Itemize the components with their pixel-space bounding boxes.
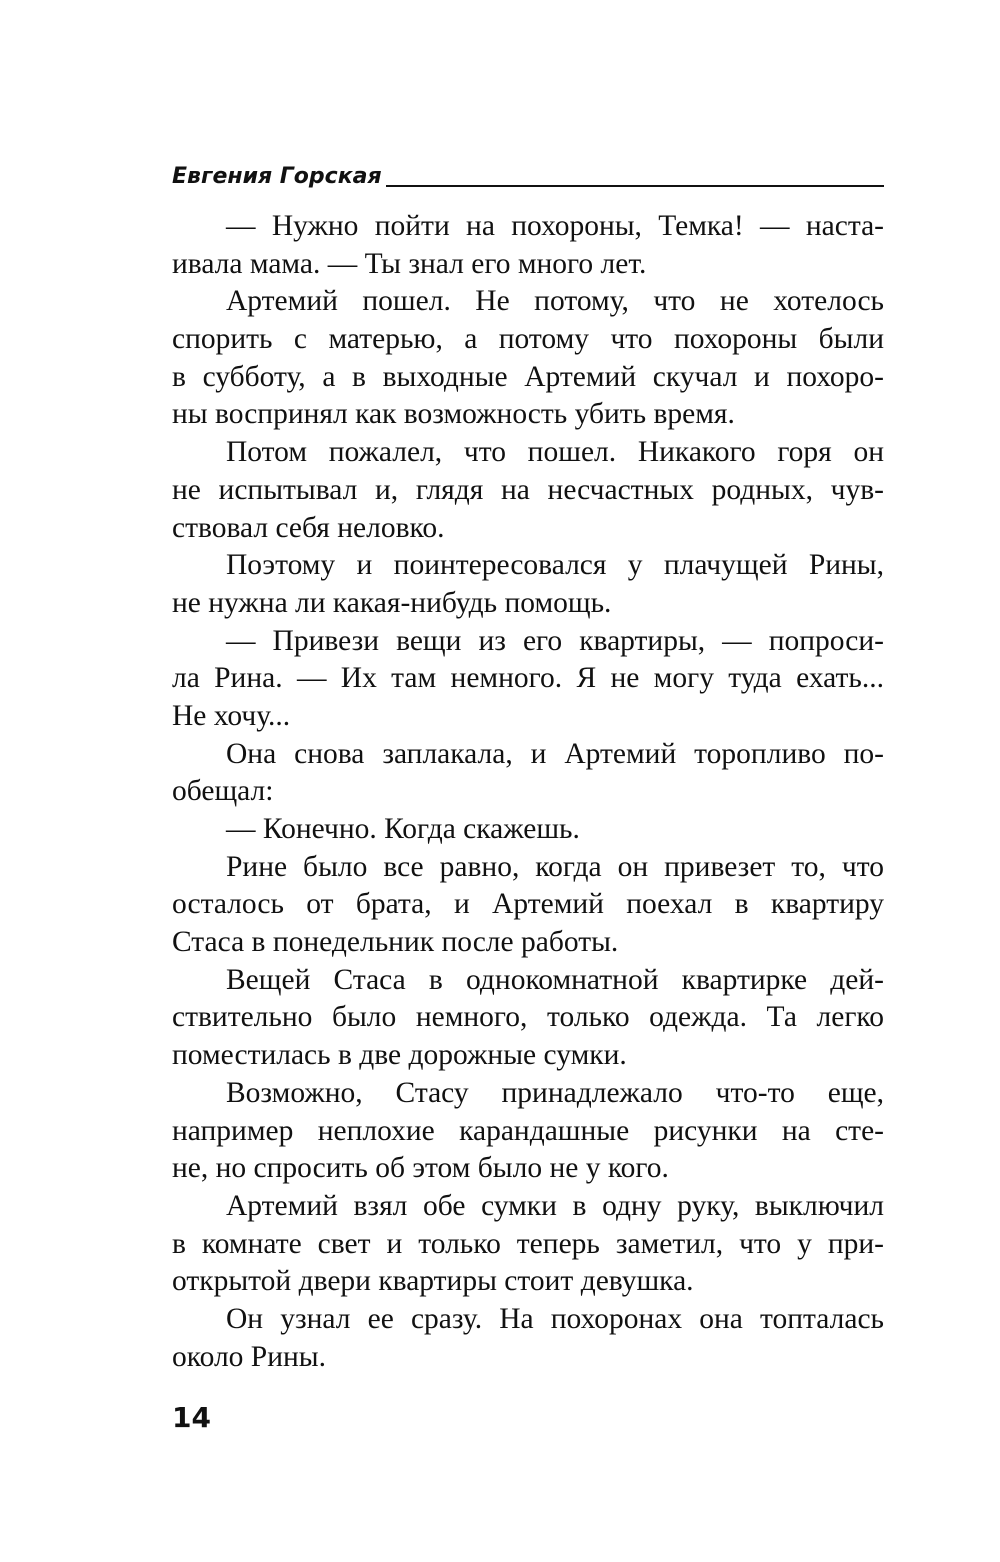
text-line: Он узнал ее сразу. На похоронах она топталась — [226, 1302, 884, 1335]
text-line: в комнате свет и только теперь заметил, что у при- — [172, 1227, 884, 1260]
author-name: Евгения Горская — [172, 164, 382, 189]
text-line: ствовал себя неловко. — [172, 511, 445, 544]
text-line: Стаса в понедельник после работы. — [172, 926, 619, 959]
text-line: открытой двери квартиры стоит девушка. — [172, 1265, 694, 1298]
text-line: — Привези вещи из его квартиры, — попроси- — [226, 624, 884, 657]
text-line: ивала мама. — Ты знал его много лет. — [172, 247, 647, 280]
page-number: 14 — [172, 1401, 211, 1434]
text-line: ла Рина. — Их там немного. Я не могу туда ехать... — [172, 662, 884, 695]
text-line: поместилась в две дорожные сумки. — [172, 1039, 627, 1072]
text-line: не испытывал и, глядя на несчастных родных, чув- — [172, 473, 884, 506]
text-line: в субботу, а в выходные Артемий скучал и похоро- — [172, 360, 884, 393]
text-line: Потом пожалел, что пошел. Никакого горя он — [226, 436, 884, 469]
text-line: осталось от брата, и Артемий поехал в квартиру — [172, 888, 884, 921]
text-line: — Конечно. Когда скажешь. — [226, 813, 580, 845]
text-line: например неплохие карандашные рисунки на сте- — [172, 1114, 884, 1147]
text-line: Артемий взял обе сумки в одну руку, выключил — [226, 1189, 884, 1222]
text-line: Она снова заплакала, и Артемий торопливо по- — [226, 737, 884, 770]
running-head — [172, 156, 884, 190]
text-line: не, но спросить об этом было не у кого. — [172, 1152, 669, 1185]
text-line: около Рины. — [172, 1340, 326, 1373]
text-line: Не хочу... — [172, 699, 291, 732]
text-line: Поэтому и поинтересовался у плачущей Рины, — [226, 549, 884, 582]
text-line: ствительно было немного, только одежда. Та легко — [172, 1001, 884, 1034]
text-line: Рине было все равно, когда он привезет то, что — [226, 850, 884, 883]
text-line: ны воспринял как возможность убить время. — [172, 398, 735, 431]
text-line: обещал: — [172, 775, 274, 808]
text-line: — Нужно пойти на похороны, Темка! — наста- — [226, 210, 884, 242]
text-line: Артемий пошел. Не потому, что не хотелось — [226, 285, 884, 318]
text-line: не нужна ли какая-нибудь помощь. — [172, 586, 612, 619]
body-text — [172, 208, 884, 1376]
text-line: Возможно, Стасу принадлежало что-то еще, — [226, 1076, 884, 1109]
text-line: Вещей Стаса в однокомнатной квартирке дей- — [226, 963, 884, 996]
text-line: спорить с матерью, а потому что похороны были — [172, 323, 884, 356]
header-rule — [386, 185, 884, 187]
